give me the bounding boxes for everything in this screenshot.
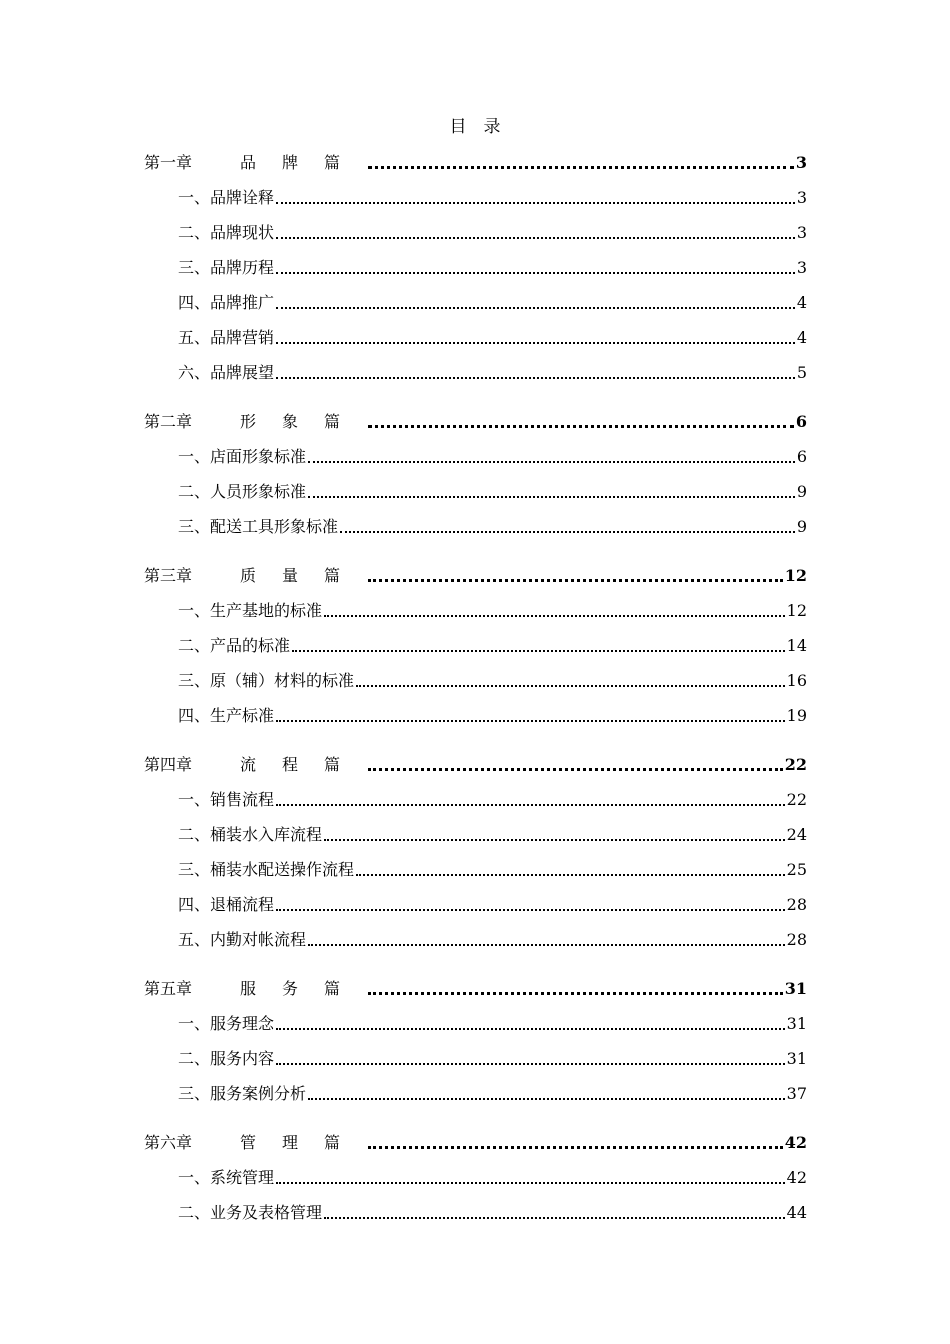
section-page-number: 14 — [786, 636, 807, 655]
chapter-number: 第三章 — [144, 566, 193, 585]
section-label: 三、服务案例分析 — [178, 1084, 307, 1103]
dot-leader — [276, 342, 795, 344]
toc-chapter — [144, 551, 807, 726]
section-page-number: 4 — [796, 328, 807, 347]
dot-leader — [276, 202, 795, 204]
dot-leader — [356, 874, 785, 876]
toc-section-entry[interactable] — [144, 432, 807, 467]
toc-section-entry[interactable] — [144, 173, 807, 208]
section-page-number: 3 — [796, 258, 807, 277]
toc-section-entry[interactable] — [144, 502, 807, 537]
section-label: 一、服务理念 — [178, 1014, 275, 1033]
chapter-name: 形象篇 — [240, 412, 367, 431]
dot-leader — [308, 496, 795, 498]
toc-section-entry[interactable] — [144, 880, 807, 915]
section-label: 二、产品的标准 — [178, 636, 291, 655]
dot-leader — [368, 166, 794, 169]
toc-section-entry[interactable] — [144, 810, 807, 845]
toc-section-entry[interactable] — [144, 845, 807, 880]
chapter-name: 质量篇 — [240, 566, 367, 585]
toc-section-entry[interactable] — [144, 586, 807, 621]
section-label: 四、退桶流程 — [178, 895, 275, 914]
toc-chapter-entry[interactable] — [144, 397, 807, 432]
section-page-number: 16 — [786, 671, 807, 690]
dot-leader — [368, 1146, 783, 1149]
chapter-name: 品牌篇 — [240, 153, 367, 172]
section-label: 二、人员形象标准 — [178, 482, 307, 501]
section-page-number: 9 — [796, 517, 807, 536]
section-label: 五、品牌营销 — [178, 328, 275, 347]
chapter-number: 第五章 — [144, 979, 193, 998]
toc-section-entry[interactable] — [144, 775, 807, 810]
section-page-number: 3 — [796, 223, 807, 242]
section-label: 六、品牌展望 — [178, 363, 275, 382]
section-label: 三、原（辅）材料的标准 — [178, 671, 355, 690]
section-label: 一、店面形象标准 — [178, 447, 307, 466]
chapter-page-number: 3 — [795, 153, 807, 172]
chapter-heading — [144, 412, 366, 432]
toc-chapter-entry[interactable] — [144, 964, 807, 999]
toc-section-entry[interactable] — [144, 1153, 807, 1188]
toc-chapter-entry[interactable] — [144, 551, 807, 586]
toc-section-entry[interactable] — [144, 621, 807, 656]
dot-leader — [324, 615, 785, 617]
section-page-number: 22 — [786, 790, 807, 809]
section-page-number: 28 — [786, 895, 807, 914]
chapter-page-number: 22 — [784, 755, 807, 774]
dot-leader — [276, 909, 785, 911]
section-page-number: 19 — [786, 706, 807, 725]
chapter-page-number: 6 — [795, 412, 807, 431]
section-page-number: 28 — [786, 930, 807, 949]
chapter-heading — [144, 755, 366, 775]
table-of-contents — [144, 138, 807, 1237]
chapter-page-number: 42 — [784, 1133, 807, 1152]
dot-leader — [276, 720, 785, 722]
section-page-number: 4 — [796, 293, 807, 312]
toc-chapter — [144, 138, 807, 383]
chapter-name: 管理篇 — [240, 1133, 367, 1152]
toc-section-entry[interactable] — [144, 691, 807, 726]
section-page-number: 5 — [796, 363, 807, 382]
dot-leader — [308, 944, 785, 946]
toc-section-entry[interactable] — [144, 656, 807, 691]
section-page-number: 37 — [786, 1084, 807, 1103]
section-label: 五、内勤对帐流程 — [178, 930, 307, 949]
dot-leader — [368, 992, 783, 995]
chapter-number: 第二章 — [144, 412, 193, 431]
dot-leader — [324, 1217, 785, 1219]
section-page-number: 3 — [796, 188, 807, 207]
toc-title: 目 录 — [449, 117, 501, 137]
dot-leader — [276, 1028, 785, 1030]
dot-leader — [292, 650, 785, 652]
section-label: 一、系统管理 — [178, 1168, 275, 1187]
chapter-heading — [144, 566, 366, 586]
dot-leader — [276, 307, 795, 309]
section-page-number: 9 — [796, 482, 807, 501]
section-label: 二、业务及表格管理 — [178, 1203, 323, 1222]
section-label: 四、品牌推广 — [178, 293, 275, 312]
toc-section-entry[interactable] — [144, 313, 807, 348]
toc-chapter — [144, 1118, 807, 1223]
section-label: 一、品牌诠释 — [178, 188, 275, 207]
toc-chapter — [144, 397, 807, 537]
toc-section-entry[interactable] — [144, 1034, 807, 1069]
section-page-number: 31 — [786, 1014, 807, 1033]
toc-section-entry[interactable] — [144, 915, 807, 950]
chapter-number: 第四章 — [144, 755, 193, 774]
dot-leader — [276, 237, 795, 239]
section-label: 一、生产基地的标准 — [178, 601, 323, 620]
section-page-number: 24 — [786, 825, 807, 844]
section-label: 一、销售流程 — [178, 790, 275, 809]
dot-leader — [324, 839, 785, 841]
chapter-name: 服务篇 — [240, 979, 367, 998]
dot-leader — [368, 579, 783, 582]
toc-section-entry[interactable] — [144, 278, 807, 313]
chapter-page-number: 12 — [784, 566, 807, 585]
toc-chapter-entry[interactable] — [144, 740, 807, 775]
section-page-number: 25 — [786, 860, 807, 879]
section-label: 三、桶装水配送操作流程 — [178, 860, 355, 879]
toc-chapter — [144, 740, 807, 950]
toc-section-entry[interactable] — [144, 208, 807, 243]
toc-chapter-entry[interactable] — [144, 1118, 807, 1153]
toc-section-entry[interactable] — [144, 1188, 807, 1223]
chapter-page-number: 31 — [784, 979, 807, 998]
dot-leader — [308, 1098, 785, 1100]
toc-chapter — [144, 964, 807, 1104]
toc-section-entry[interactable] — [144, 243, 807, 278]
section-label: 三、配送工具形象标准 — [178, 517, 339, 536]
section-label: 二、品牌现状 — [178, 223, 275, 242]
toc-section-entry[interactable] — [144, 999, 807, 1034]
section-page-number: 31 — [786, 1049, 807, 1068]
section-label: 三、品牌历程 — [178, 258, 275, 277]
section-label: 二、桶装水入库流程 — [178, 825, 323, 844]
toc-chapter-entry[interactable] — [144, 138, 807, 173]
dot-leader — [276, 377, 795, 379]
dot-leader — [368, 425, 794, 428]
dot-leader — [276, 804, 785, 806]
dot-leader — [340, 531, 795, 533]
chapter-number: 第六章 — [144, 1133, 193, 1152]
section-page-number: 42 — [786, 1168, 807, 1187]
section-label: 四、生产标准 — [178, 706, 275, 725]
dot-leader — [276, 272, 795, 274]
chapter-heading — [144, 1133, 366, 1153]
chapter-name: 流程篇 — [240, 755, 367, 774]
toc-section-entry[interactable] — [144, 348, 807, 383]
chapter-number: 第一章 — [144, 153, 193, 172]
section-page-number: 12 — [786, 601, 807, 620]
chapter-heading — [144, 979, 366, 999]
dot-leader — [356, 685, 785, 687]
toc-section-entry[interactable] — [144, 467, 807, 502]
toc-section-entry[interactable] — [144, 1069, 807, 1104]
dot-leader — [308, 461, 795, 463]
section-page-number: 6 — [796, 447, 807, 466]
dot-leader — [276, 1182, 785, 1184]
section-label: 二、服务内容 — [178, 1049, 275, 1068]
dot-leader — [368, 768, 783, 771]
chapter-heading — [144, 153, 366, 173]
dot-leader — [276, 1063, 785, 1065]
section-page-number: 44 — [786, 1203, 807, 1222]
